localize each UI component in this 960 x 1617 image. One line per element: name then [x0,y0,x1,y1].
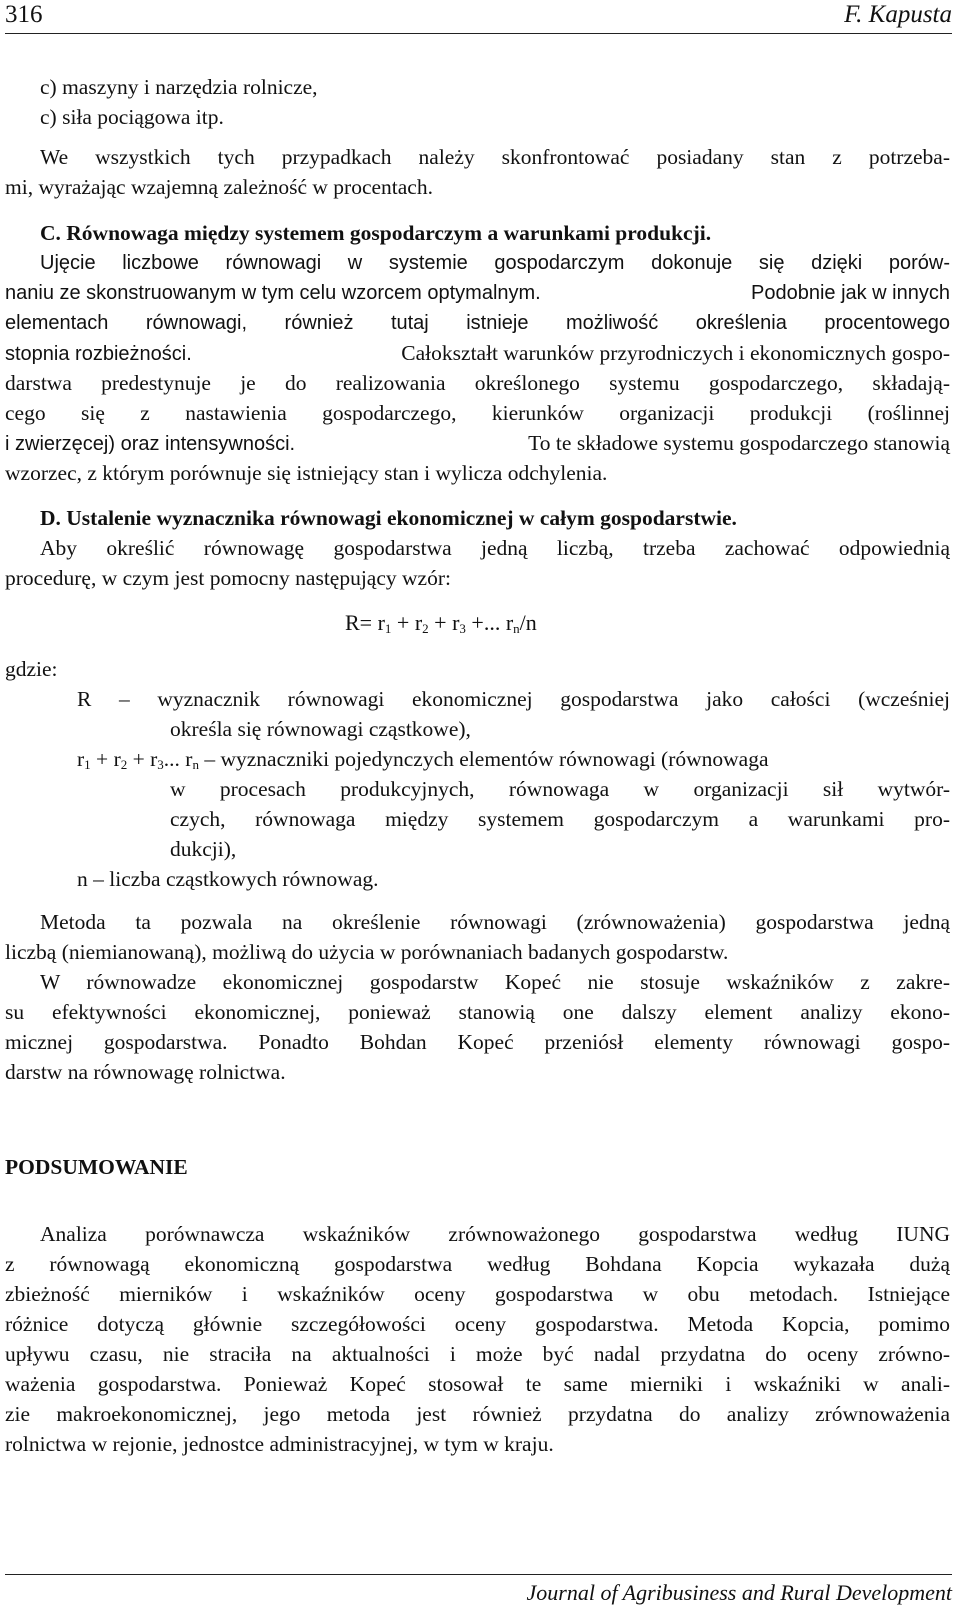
body-line: Ujęcie liczbowe równowagi w systemie gospodarczym dokonuje się dzięki porów- [40,252,950,274]
formula: $R= r_1 + r_2 + r_3$ +... $r_n/n$ [345,610,537,636]
page-number: 316 [5,1,43,28]
body-line: darstwa predestynuje je do realizowania określonego systemu gospodarczego, składają- [5,371,950,395]
body-line: We wszystkich tych przypadkach należy skonfrontować posiadany stan z potrzeba- [40,145,950,169]
header-rule [5,33,952,34]
body-line: z równowagą ekonomiczną gospodarstwa według Bohdana Kopcia wykazała dużą [5,1252,950,1276]
body-line [5,338,950,369]
body-line: su efektywności ekonomicznej, ponieważ stanowią one dalszy element analizy ekono- [5,1000,950,1024]
section-heading-summary: PODSUMOWANIE [5,1155,188,1179]
body-line: zbieżność mierników i wskaźników oceny gospodarstwa w obu metodach. Istniejące [5,1282,950,1306]
list-item: c) siła pociągowa itp. [40,105,224,129]
definition-term: $r_1 + r_2 + r_3$... $r_n$ [77,747,199,772]
definition-line: czych, równowaga między systemem gospodarczym a warunkami pro- [170,807,950,831]
definition-line: dukcji), [170,837,237,861]
body-line: W równowadze ekonomicznej gospodarstw Kopeć nie stosuje wskaźników z zakre- [40,970,950,994]
definition-line: określa się równowagi cząstkowe), [170,717,471,741]
body-line: zie makroekonomicznej, jego metoda jest również przydatna do analizy zrównoważenia [5,1402,950,1426]
body-line: micznej gospodarstwa. Ponadto Bohdan Kopeć przeniósł elementy równowagi gospo- [5,1030,950,1054]
body-line: procedurę, w czym jest pomocny następujący wzór: [5,566,451,590]
journal-footer: Journal of Agribusiness and Rural Development [526,1580,952,1605]
body-line [5,428,950,459]
text-run: naniu ze skonstruowanym w tym celu wzorcem optymalnym. [5,282,541,304]
text-run: To te składowe systemu gospodarczego stanowią [528,431,950,455]
section-heading-c: C. Równowaga między systemem gospodarczym a warunkami produkcji. [40,221,712,245]
text-run: Całokształt warunków przyrodniczych i ekonomicznych gospo- [401,341,950,365]
section-heading-d: D. Ustalenie wyznacznika równowagi ekonomicznej w całym gospodarstwie. [40,506,737,530]
list-item: c) maszyny i narzędzia rolnicze, [40,75,318,99]
body-line: mi, wyrażając wzajemną zależność w procentach. [5,175,433,199]
running-head-author: F. Kapusta [844,1,952,28]
definition-line: w procesach produkcyjnych, równowaga w organizacji sił wytwór- [170,777,950,801]
body-line: upływu czasu, nie straciła na aktualności i może być nadal przydatna do oceny zrówno- [5,1342,950,1366]
text-run: stopnia rozbieżności. [5,343,192,365]
body-line: Aby określić równowagę gospodarstwa jedną liczbą, trzeba zachować odpowiednią [40,536,950,560]
body-line: elementach równowagi, również tutaj istnieje możliwość określenia procentowego [5,312,950,334]
body-line [5,278,950,308]
text-run: i zwierzęcej) oraz intensywności. [5,433,296,455]
footer-rule [5,1574,952,1575]
body-line: darstw na równowagę rolnictwa. [5,1060,286,1084]
body-line: wzorzec, z którym porównuje się istniejący stan i wylicza odchylenia. [5,461,608,485]
body-line: Analiza porównawcza wskaźników zrównoważonego gospodarstwa według IUNG [40,1222,950,1246]
body-line: różnice dotyczą głównie szczegółowości oceny gospodarstwa. Metoda Kopcia, pomimo [5,1312,950,1336]
body-line: ważenia gospodarstwa. Ponieważ Kopeć stosował te same mierniki i wskaźniki w anali- [5,1372,950,1396]
text-run: Podobnie jak w innych [750,282,950,304]
body-line: rolnictwa w rejonie, jednostce administracyjnej, w tym w kraju. [5,1432,554,1456]
definition-line: R – wyznacznik równowagi ekonomicznej gospodarstwa jako całości (wcześniej [77,687,950,711]
body-line: cego się z nastawienia gospodarczego, kierunków organizacji produkcji (roślinnej [5,401,950,425]
where-label: gdzie: [5,657,58,681]
body-line: Metoda ta pozwala na określenie równowagi (zrównoważenia) gospodarstwa jedną [40,910,950,934]
definition-line: n – liczba cząstkowych równowag. [77,867,379,891]
text-run: – wyznaczniki pojedynczych elementów równowagi (równowaga [204,747,769,771]
body-line: liczbą (niemianowaną), możliwą do użycia w porównaniach badanych gospodarstw. [5,940,729,964]
